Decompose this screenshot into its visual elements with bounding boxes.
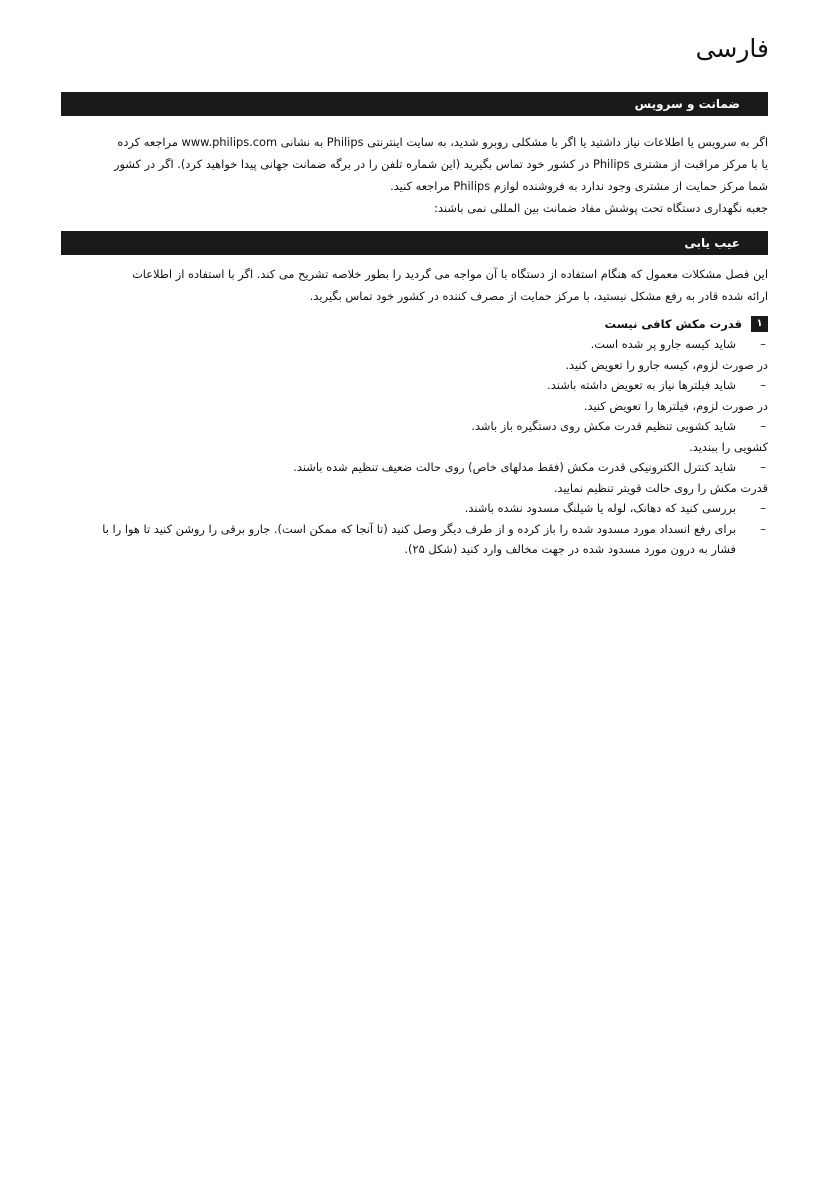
section-title: عیب یابی xyxy=(684,236,740,250)
problem-heading xyxy=(605,315,768,333)
list-item xyxy=(61,375,768,396)
problem-number-badge: ۱ xyxy=(751,316,768,332)
section-title: ضمانت و سرویس xyxy=(634,97,740,111)
text-line: جعبه نگهداری دستگاه تحت پوشش مفاد ضمانت بین المللی نمی باشند: xyxy=(434,201,768,215)
list-item-text: فشار به درون مورد مسدود شده در جهت مخالف وارد کنید (شکل ۲۵). xyxy=(404,542,736,556)
list-item xyxy=(61,457,768,478)
solution-line: در صورت لزوم، فیلترها را تعویض کنید. xyxy=(583,398,768,413)
dash-bullet: – xyxy=(760,521,766,536)
list-item xyxy=(61,416,768,437)
text-line: یا با مرکز مراقبت از مشتری Philips در کشور خود تماس بگیرید (این شماره تلفن را در برگه ضمانت جهانی پیدا خواهید کرد). اگر در کشور xyxy=(114,157,768,171)
warranty-paragraph xyxy=(61,131,768,219)
dash-bullet: – xyxy=(760,460,766,474)
solution-line: در صورت لزوم، کیسه جارو را تعویض کنید. xyxy=(565,357,768,372)
text-line: اگر به سرویس یا اطلاعات نیاز داشتید یا اگر با مشکلی روبرو شدید، به سایت اینترنتی Philips به نشانی www.philips.com مراجعه کرده xyxy=(117,135,768,149)
text-line: این فصل مشکلات معمول که هنگام استفاده از دستگاه با آن مواجه می گردید را بطور خلاصه تشریح می کند. اگر با استفاده از اطلاعات xyxy=(132,267,768,281)
list-item xyxy=(61,334,768,355)
list-item xyxy=(61,498,768,519)
list-item-text: شاید کشویی تنظیم قدرت مکش روی دستگیره باز باشد. xyxy=(471,419,736,433)
text-line: شما مرکز حمایت از مشتری وجود ندارد به فروشنده لوازم Philips مراجعه کنید. xyxy=(390,179,768,193)
section-header-troubleshooting xyxy=(61,231,768,255)
dash-bullet: – xyxy=(760,378,766,392)
page-language-title: فارسی xyxy=(695,34,769,63)
list-item-text: برای رفع انسداد مورد مسدود شده را باز کرده و از طرف دیگر وصل کنید (تا آنجا که ممکن است). جارو برقی را روشن کنید تا هوا را با xyxy=(102,521,736,536)
troubleshooting-intro xyxy=(61,263,768,307)
solution-line: کشویی را ببندید. xyxy=(689,439,768,454)
text-line: ارائه شده قادر به رفع مشکل نیستید، با مرکز حمایت از مصرف کننده در کشور خود تماس بگیرید. xyxy=(309,289,768,303)
section-header-warranty xyxy=(61,92,768,116)
dash-bullet: – xyxy=(760,501,766,515)
list-item-text: بررسی کنید که دهانک، لوله یا شیلنگ مسدود نشده باشند. xyxy=(464,501,736,515)
solution-list xyxy=(61,334,768,560)
list-item-text: شاید کیسه جارو پر شده است. xyxy=(590,337,736,351)
list-item-text: شاید فیلترها نیاز به تعویض داشته باشند. xyxy=(547,378,736,392)
problem-title: قدرت مکش کافی نیست xyxy=(604,317,742,331)
list-item-text: شاید کنترل الکترونیکی قدرت مکش (فقط مدلهای خاص) روی حالت ضعیف تنظیم شده باشند. xyxy=(293,460,736,474)
dash-bullet: – xyxy=(760,337,766,351)
list-item xyxy=(61,519,768,540)
dash-bullet: – xyxy=(760,419,766,433)
solution-line: قدرت مکش را روی حالت قویتر تنظیم نمایید. xyxy=(553,480,768,495)
list-item-continuation xyxy=(61,539,768,560)
